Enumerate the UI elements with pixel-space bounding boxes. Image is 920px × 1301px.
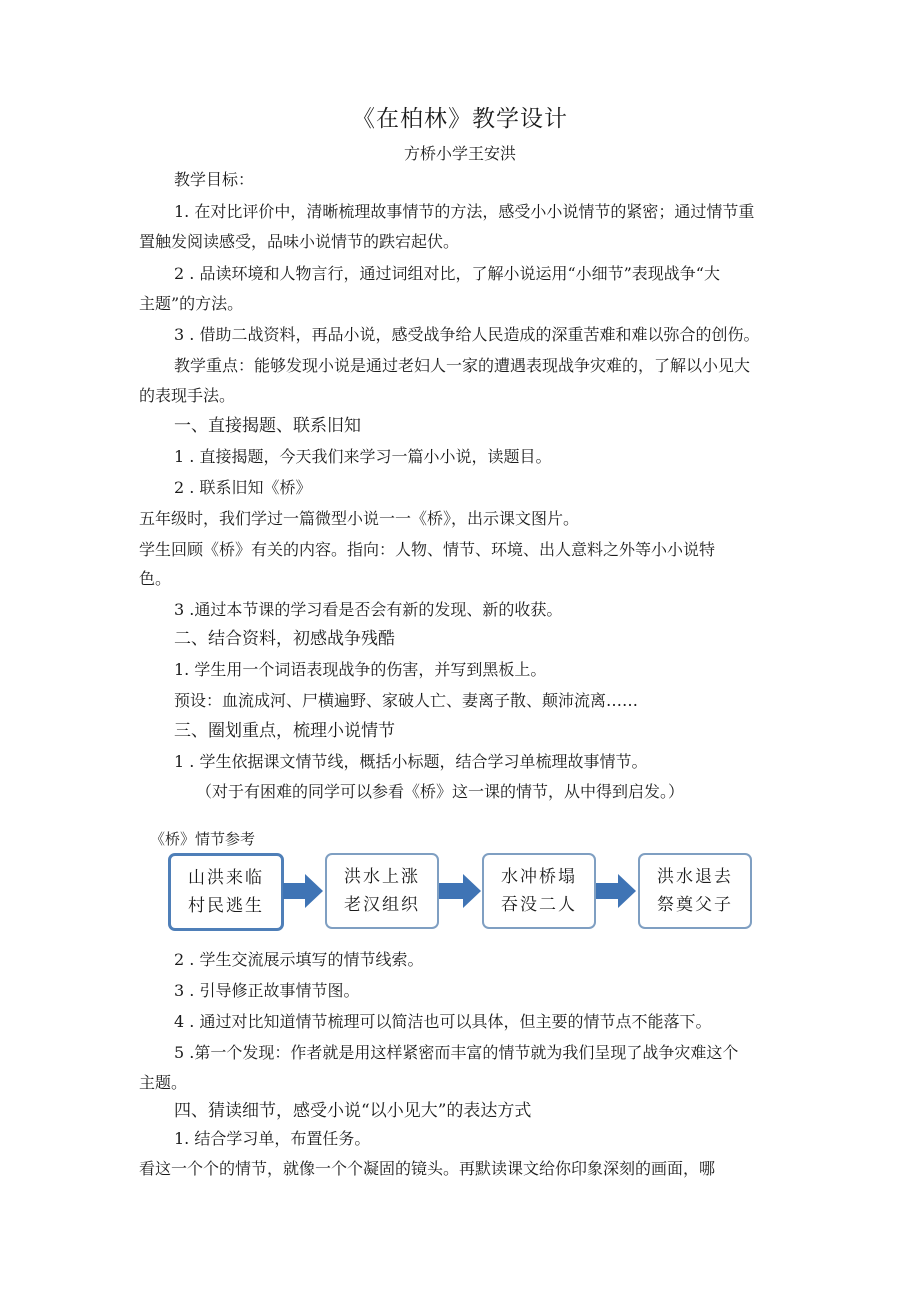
paragraph: 学生回顾《桥》有关的内容。指向：人物、情节、环境、出人意料之外等小小说特 [139, 540, 716, 559]
flow-box-1-line1: 山洪来临 [188, 868, 264, 888]
section-2-item-1: 1. 学生用一个词语表现战争的伤害，并写到黑板上。 [174, 660, 547, 679]
objective-1: 1. 在对比评价中，清晰梳理故事情节的方法，感受小小说情节的紧密；通过情节重 [174, 202, 755, 221]
flow-box-2-line1: 洪水上涨 [344, 867, 420, 887]
objective-2-cont: 主题”的方法。 [139, 294, 244, 313]
paragraph: 看这一个个的情节，就像一个个凝固的镜头。再默读课文给你印象深刻的画面，哪 [139, 1159, 716, 1178]
section-3-item-5-cont: 主题。 [139, 1073, 188, 1092]
objective-1-cont: 置触发阅读感受，品味小说情节的跌宕起伏。 [139, 232, 460, 251]
author-line: 方桥小学王安洪 [403, 144, 516, 163]
arrow-right-icon [283, 874, 323, 908]
paragraph: 五年级时，我们学过一篇微型小说一一《桥》，出示课文图片。 [139, 509, 580, 528]
flow-box-4-line1: 洪水退去 [657, 867, 733, 887]
section-4-heading: 四、猜读细节，感受小说“以小见大”的表达方式 [174, 1101, 532, 1121]
flow-box-2 [325, 853, 439, 929]
flow-box-4-line2: 祭奠父子 [657, 895, 733, 915]
paragraph-cont: 色。 [139, 569, 172, 588]
flow-box-3-line1: 水冲桥塌 [501, 867, 577, 887]
flow-box-3-line2: 吞没二人 [501, 895, 577, 915]
flow-box-4 [638, 853, 752, 929]
flow-box-1 [168, 853, 284, 931]
objective-2: 2 . 品读环境和人物言行，通过词组对比，了解小说运用“小细节”表现战争“大 [174, 264, 720, 283]
section-3-item-4: 4 . 通过对比知道情节梳理可以简洁也可以具体，但主要的情节点不能落下。 [174, 1012, 712, 1031]
key-point-cont: 的表现手法。 [139, 386, 236, 405]
key-point: 教学重点：能够发现小说是通过老妇人一家的遭遇表现战争灾难的，了解以小见大 [174, 356, 751, 375]
section-3-heading: 三、圈划重点，梳理小说情节 [174, 721, 395, 741]
section-3-note: （对于有困难的同学可以参看《桥》这一课的情节，从中得到启发。） [196, 782, 685, 801]
section-2-preset: 预设：血流成河、尸横遍野、家破人亡、妻离子散、颠沛流离…… [174, 691, 639, 710]
section-2-heading: 二、结合资料，初感战争残酷 [174, 629, 395, 649]
figure-caption: 《桥》情节参考 [150, 830, 256, 848]
section-4-item-1: 1. 结合学习单，布置任务。 [174, 1129, 371, 1148]
section-3-item-2: 2 . 学生交流展示填写的情节线索。 [174, 950, 424, 969]
flow-box-1-line2: 村民逃生 [188, 896, 264, 916]
section-1-item-3: 3 .通过本节课的学习看是否会有新的发现、新的收获。 [174, 600, 563, 619]
objectives-heading: 教学目标： [174, 170, 255, 189]
section-3-item-5: 5 .第一个发现：作者就是用这样紧密而丰富的情节就为我们呈现了战争灾难这个 [174, 1043, 739, 1062]
section-3-item-1: 1 . 学生依据课文情节线，概括小标题，结合学习单梳理故事情节。 [174, 752, 648, 771]
section-3-item-3: 3 . 引导修正故事情节图。 [174, 981, 360, 1000]
document-title: 《在柏林》教学设计 [352, 106, 568, 132]
arrow-right-icon [439, 874, 481, 908]
section-1-item-2: 2 . 联系旧知《桥》 [174, 478, 312, 497]
section-1-item-1: 1 . 直接揭题，今天我们来学习一篇小小说，读题目。 [174, 447, 552, 466]
section-1-heading: 一、直接揭题、联系旧知 [174, 416, 361, 436]
flow-box-2-line2: 老汉组织 [344, 895, 420, 915]
arrow-right-icon [596, 874, 636, 908]
flow-box-3 [482, 853, 596, 929]
objective-3: 3 . 借助二战资料，再品小说，感受战争给人民造成的深重苦难和难以弥合的创伤。 [174, 325, 760, 344]
